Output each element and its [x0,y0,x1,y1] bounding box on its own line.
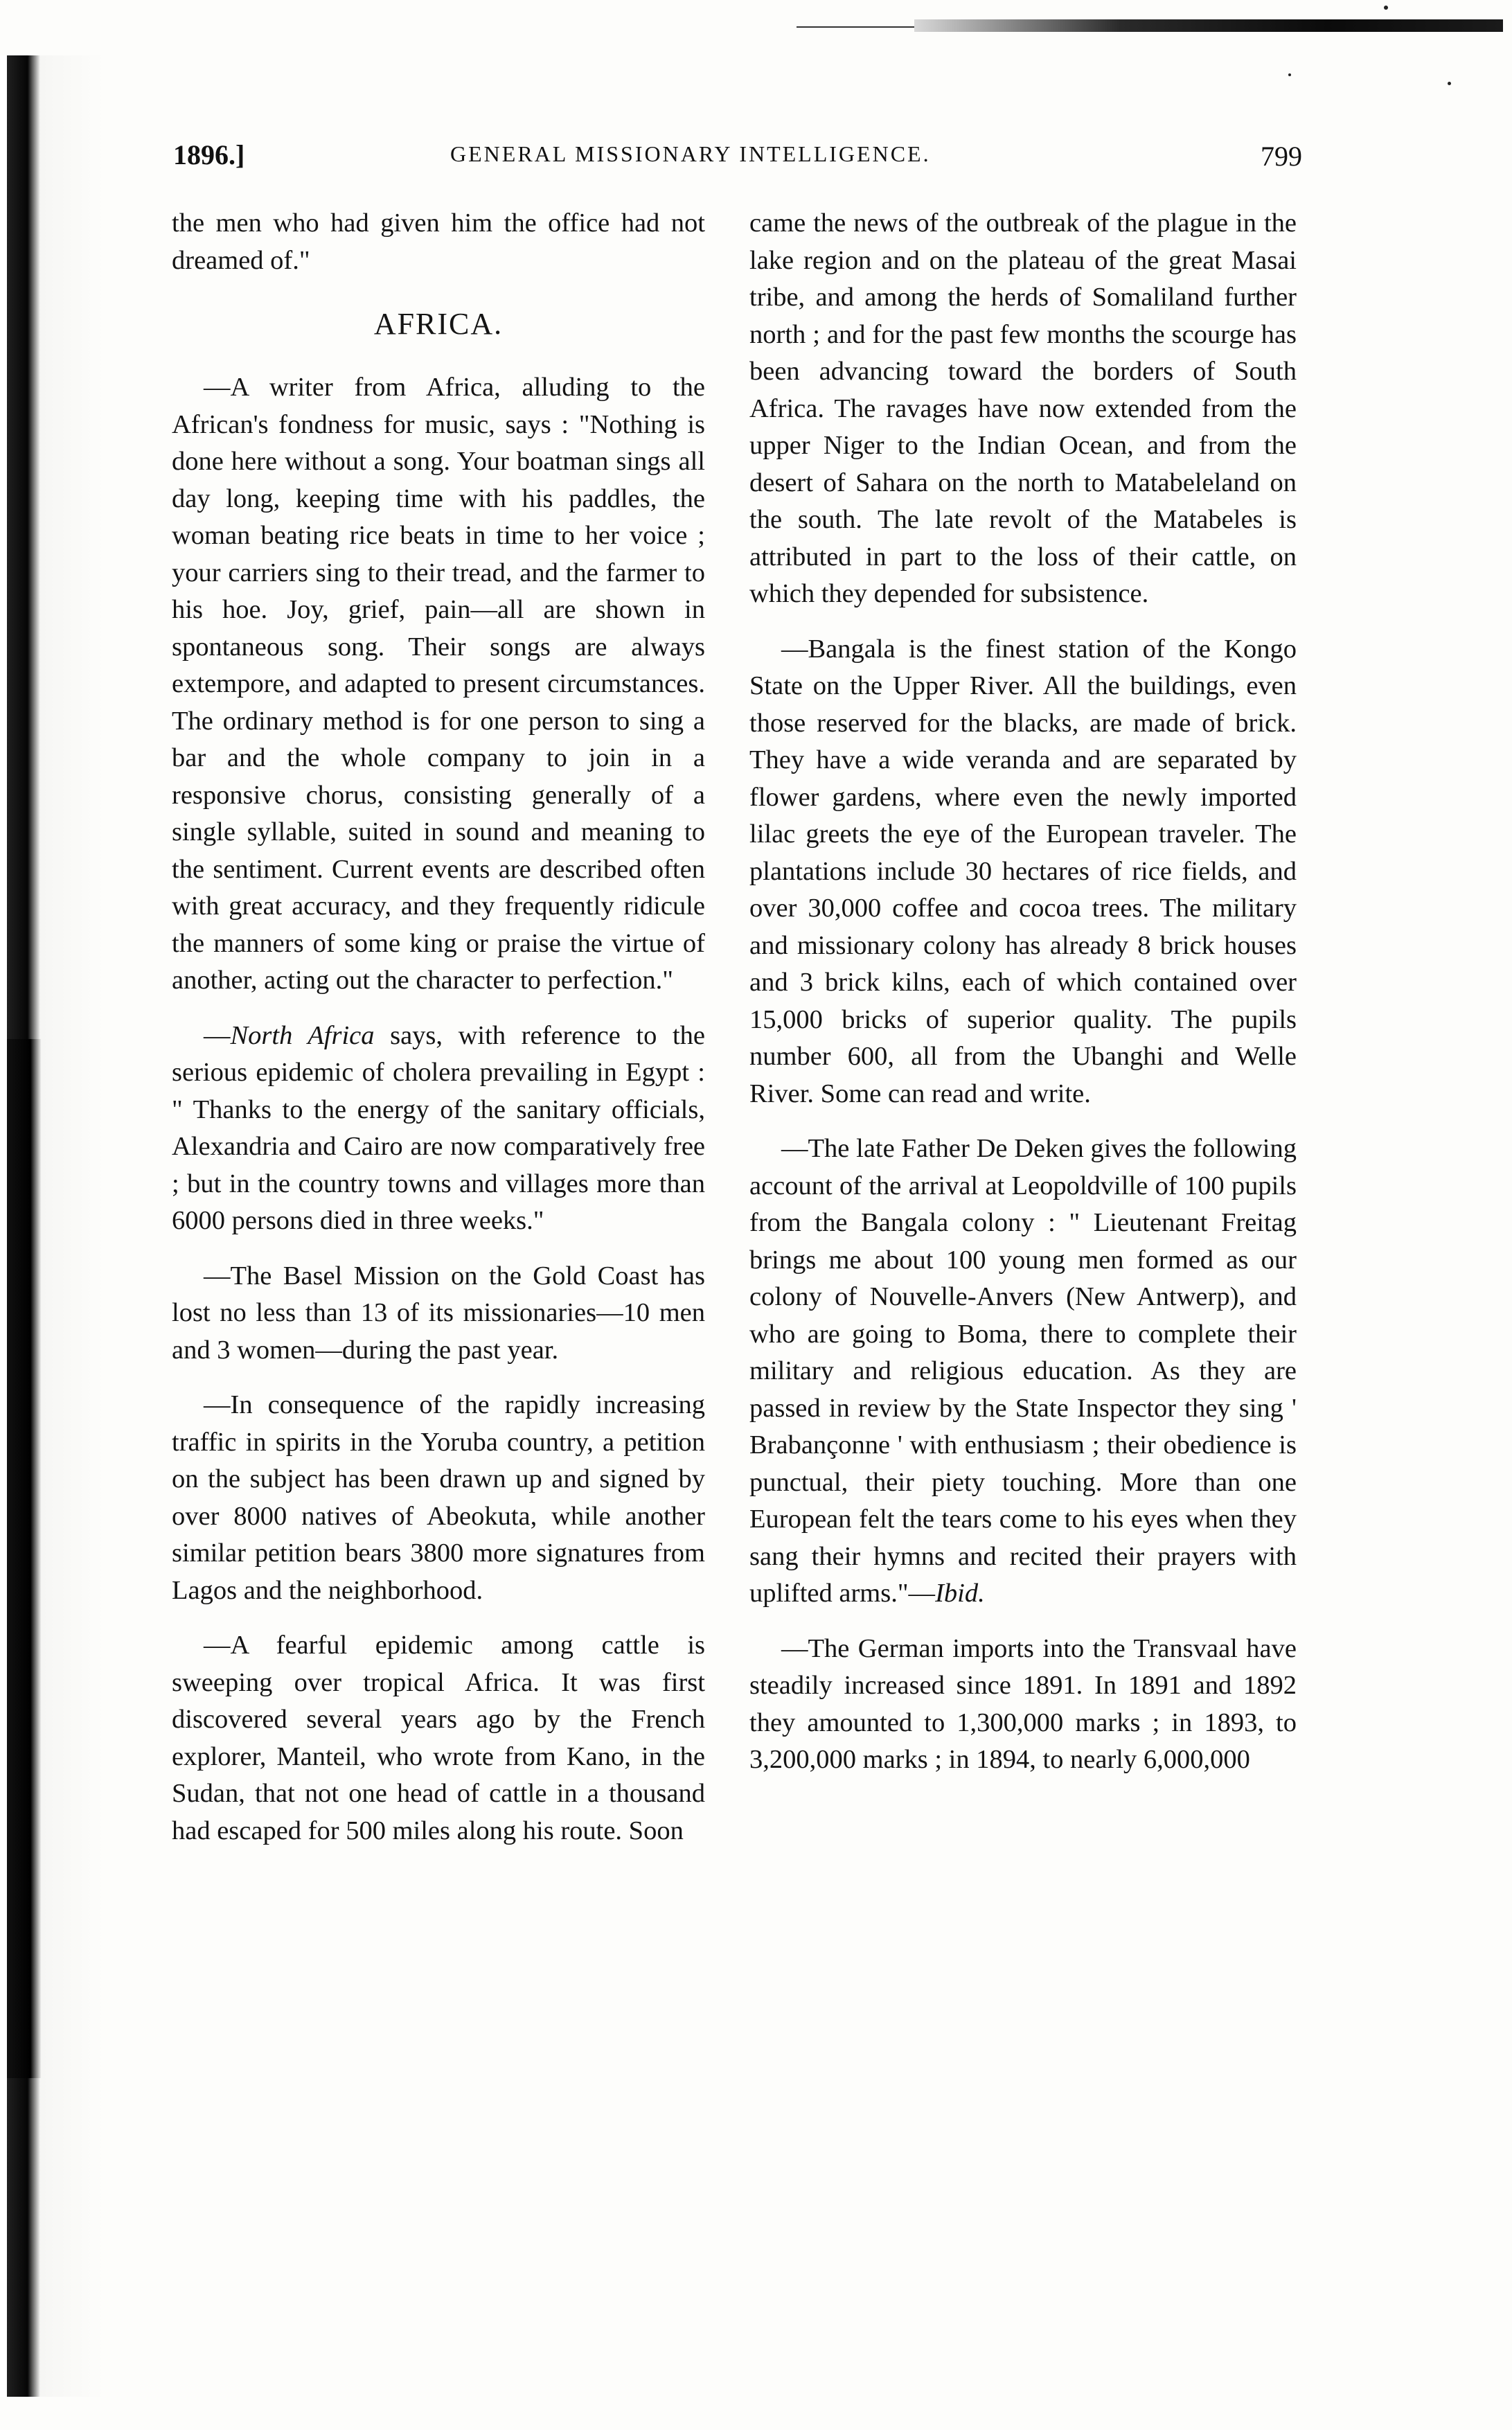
left-column [172,205,705,1850]
item-cholera-lead: — [204,1020,231,1050]
item-cholera-source: North Africa [230,1020,375,1050]
scan-speck [1448,82,1451,85]
scan-speck [1288,73,1291,76]
item-music: —A writer from Africa, alluding to the African's fondness for music, says : "Nothing is done here without a song. Your boatman sings all day long, keeping time with his paddles, the woman beating rice beats in time to her voice ; your carriers sing to their tread, and the farmer to his hoe. Joy, grief, pain—all are shown in spontaneous song. Their songs are always extempore, and adapted to present circumstances. The ordinary method is for one person to sing a bar and the whole company to join in a responsive chorus, consisting generally of a single syllable, suited in sound and meaning to the sentiment. Current events are described often with great accuracy, and they frequently ridicule the manners of some king or praise the virtue of another, acting out the character to perfection." [172,373,705,995]
intro-continuation: the men who had given him the office had not dreamed of." [172,209,705,275]
top-rule-thick [914,19,1503,32]
item-spirits: —In consequence of the rapidly increasing traffic in spirits in the Yoruba country, a petition on the subject has been drawn up and signed by over 8000 natives of Abeokuta, while another similar petition bears 3800 more signatures from Lagos and the neighborhood. [172,1390,705,1605]
right-column [749,205,1297,1779]
binding-shadow-lower [0,1039,42,2078]
item-transvaal: —The German imports into the Transvaal have steadily increased since 1891. In 1891 and 1892 they amounted to 1,300,000 marks ; in 1893, to 3,200,000 marks ; in 1894, to nearly 6,000,000 [749,1633,1297,1774]
top-rule-thin [797,26,921,28]
item-deken-source: Ibid. [935,1579,985,1608]
running-header [173,139,1302,180]
header-title: GENERAL MISSIONARY INTELLIGENCE. [450,141,931,166]
item-cholera-rest: says, with reference to the serious epidemic of cholera prevailing in Egypt : " Thanks to the energy of the sanitary officials, Alexandria and Cairo are now comparatively free ; but in the country towns and villages more than 6000 persons died in three weeks." [172,1020,705,1235]
item-basel: —The Basel Mission on the Gold Coast has lost no less than 13 of its missionaries—10 men and 3 women—during the past year. [172,1261,705,1365]
item-cattle-continuation: came the news of the outbreak of the plague in the lake region and on the plateau of the great Masai tribe, and among the herds of Somaliland further north ; and for the past few months the scourge has been advancing toward the borders of South Africa. The ravages have now extended from the upper Niger to the Indian Ocean, and from the desert of Sahara on the north to Matabeleland on the south. The late revolt of the Matabeles is attributed in part to the loss of their cattle, on which they depended for subsistence. [749,209,1297,608]
item-cattle-start: —A fearful epidemic among cattle is sweeping over tropical Africa. It was first discovered several years ago by the French explorer, Manteil, who wrote from Kano, in the Sudan, that not one head of cattle in a thousand had escaped for 500 miles along his route. Soon [172,1631,705,1845]
top-rule [797,19,1503,28]
scan-speck [1384,6,1388,10]
page-number: 799 [1261,141,1302,172]
item-deken [749,1130,1297,1613]
item-deken-main: —The late Father De Deken gives the following account of the arrival at Leopoldville of 100 pupils from the Bangala colony : " Lieutenant Freitag brings me about 100 young men formed as our colony of Nouvelle-Anvers (New Antwerp), and who are going to Boma, there to complete their military and religious education. As they are passed in review by the State Inspector they sing ' Brabançonne ' with enthusiasm ; their obedience is punctual, their piety touching. More than one European felt the tears come to his eyes when they sang their hymns and recited their prayers with uplifted arms."— [749,1134,1297,1608]
item-bangala: —Bangala is the finest station of the Kongo State on the Upper River. All the buildings, even those reserved for the blacks, are made of brick. They have a wide veranda and are separated by flower gardens, where even the newly imported lilac greets the eye of the European traveler. The plantations include 30 hectares of rice fields, and over 30,000 coffee and cocoa trees. The military and missionary colony has already 8 brick houses and 3 brick kilns, each of which contained over 15,000 bricks of superior quality. The pupils number 600, all from the Ubanghi and Welle River. Some can read and write. [749,634,1297,1108]
item-cholera [172,1018,705,1240]
header-year: 1896.] [173,139,245,170]
section-heading: AFRICA. [373,307,504,341]
